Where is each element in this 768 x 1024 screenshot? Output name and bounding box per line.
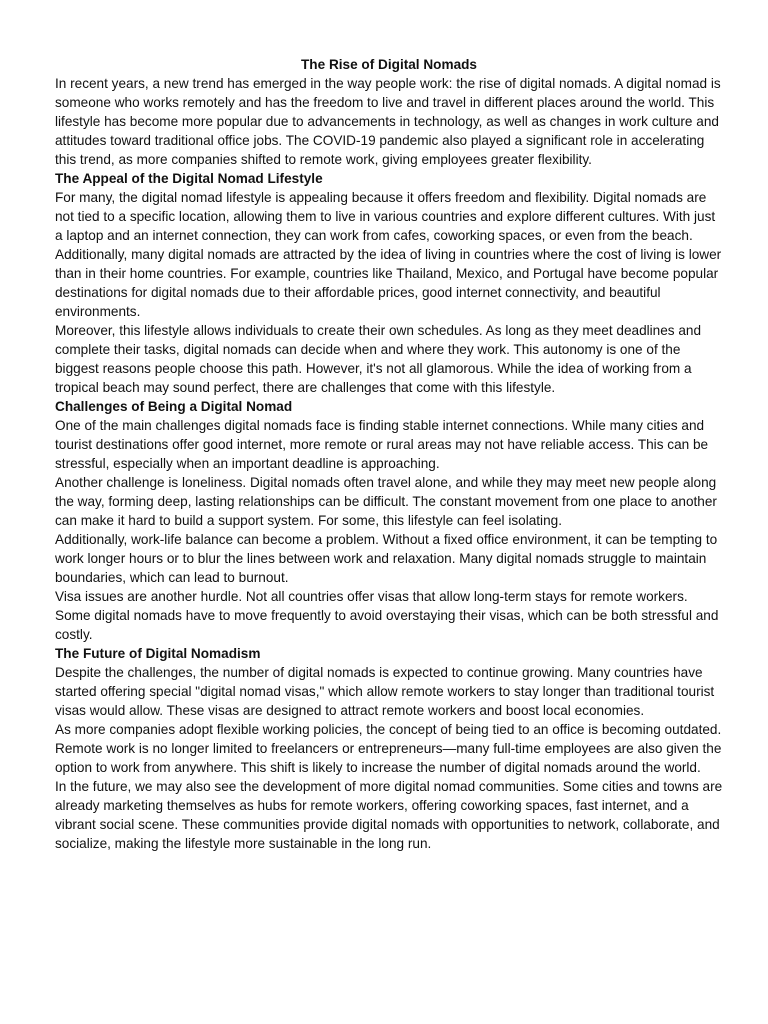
paragraph: Moreover, this lifestyle allows individuals to create their own schedules. As long as they meet deadlines and complete their tasks, digital nomads can decide when and where they work. This autonomy is one of the biggest reasons people choose this path. However, it's not all glamorous. While the idea of working from a tropical beach may sound perfect, there are challenges that come with this lifestyle.: [55, 323, 702, 395]
paragraph: Visa issues are another hurdle. Not all countries offer visas that allow long-term stays for remote workers. Some digital nomads have to move frequently to avoid overstaying their visas, which can be both stressful and costly.: [55, 589, 719, 642]
paragraph: Another challenge is loneliness. Digital nomads often travel alone, and while they may meet new people along the way, forming deep, lasting relationships can be difficult. The constant movement from one place to another can make it hard to build a support system. For some, this lifestyle can feel isolating.: [55, 475, 717, 528]
paragraph: Despite the challenges, the number of digital nomads is expected to continue growing. Many countries have started offering special "digital nomad visas," which allow remote workers to stay longer than traditional tourist visas would allow. These visas are designed to attract remote workers and boost local economies.: [55, 665, 715, 718]
section-heading: Challenges of Being a Digital Nomad: [55, 399, 293, 414]
paragraph: Additionally, many digital nomads are attracted by the idea of living in countries where the cost of living is lower than in their home countries. For example, countries like Thailand, Mexico, and Portugal have become popular destinations for digital nomads due to their affordable prices, good internet connectivity, and beautiful environments.: [55, 247, 722, 319]
intro-paragraph: In recent years, a new trend has emerged in the way people work: the rise of digital nomads. A digital nomad is someone who works remotely and has the freedom to live and travel in different places around the world. This lifestyle has become more popular due to advancements in technology, as well as changes in work culture and attitudes toward traditional office jobs. The COVID-19 pandemic also played a significant role in accelerating this trend, as more companies shifted to remote work, giving employees greater flexibility.: [55, 76, 721, 167]
paragraph: In the future, we may also see the development of more digital nomad communities. Some cities and towns are already marketing themselves as hubs for remote workers, offering coworking spaces, fast internet, and a vibrant social scene. These communities provide digital nomads with opportunities to network, collaborate, and socialize, making the lifestyle more sustainable in the long run.: [55, 779, 723, 851]
paragraph: Additionally, work-life balance can become a problem. Without a fixed office environment, it can be tempting to work longer hours or to blur the lines between work and relaxation. Many digital nomads struggle to maintain boundaries, which can lead to burnout.: [55, 532, 718, 585]
section-heading: The Future of Digital Nomadism: [55, 646, 261, 661]
section-heading: The Appeal of the Digital Nomad Lifestyle: [55, 171, 323, 186]
paragraph: For many, the digital nomad lifestyle is appealing because it offers freedom and flexibility. Digital nomads are not tied to a specific location, allowing them to live in various countries and explore different cultures. With just a laptop and an internet connection, they can work from cafes, coworking spaces, or even from the beach.: [55, 190, 716, 243]
paragraph: One of the main challenges digital nomads face is finding stable internet connections. While many cities and tourist destinations offer good internet, more remote or rural areas may not have reliable access. This can be stressful, especially when an important deadline is approaching.: [55, 418, 709, 471]
section-appeal: [55, 169, 723, 397]
document-page: [55, 55, 723, 853]
document-title: The Rise of Digital Nomads: [301, 57, 477, 72]
section-challenges: [55, 397, 723, 644]
section-future: [55, 644, 723, 853]
paragraph: As more companies adopt flexible working policies, the concept of being tied to an office is becoming outdated. Remote work is no longer limited to freelancers or entrepreneurs—many full-time employees are also given the option to work from anywhere. This shift is likely to increase the number of digital nomads around the world.: [55, 722, 722, 775]
